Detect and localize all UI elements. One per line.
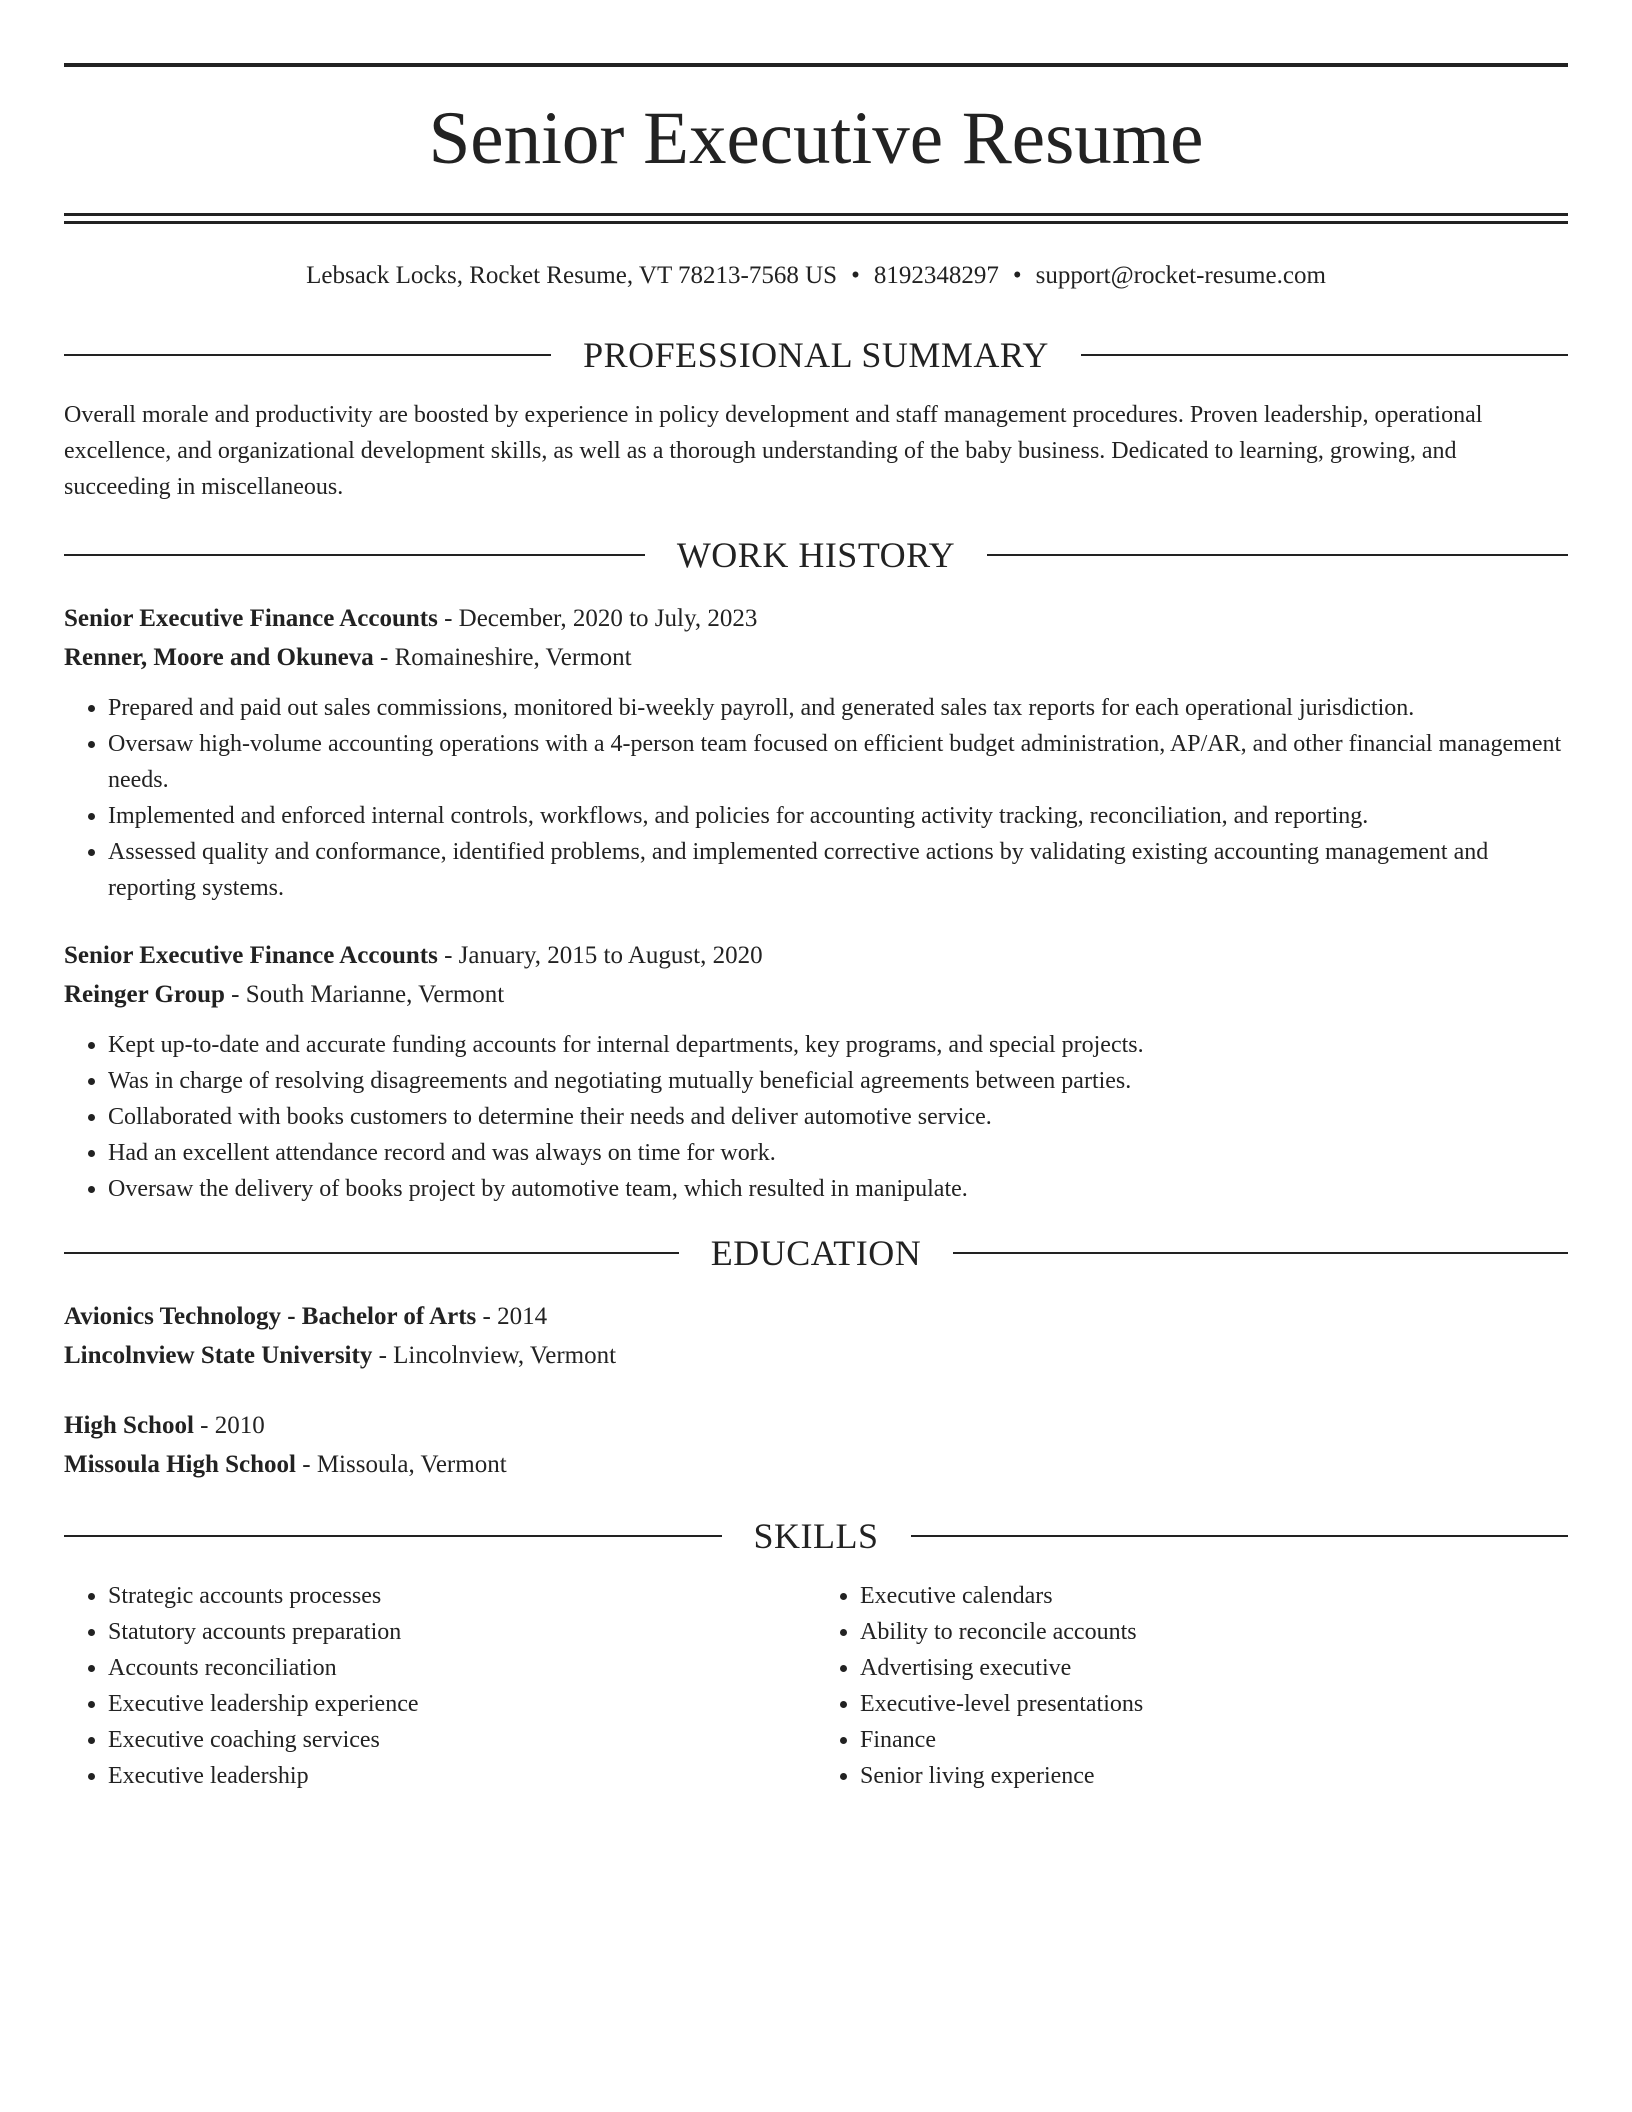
list-item: • Was in charge of resolving disagreements and negotiating mutually beneficial agreements between parties. — [108, 1063, 1568, 1099]
school-name: Lincolnview State University — [64, 1342, 373, 1369]
list-item: • Assessed quality and conformance, identified problems, and implemented corrective actions by validating existing accounting management and reporting systems. — [108, 834, 1568, 906]
summary-text: Overall morale and productivity are boosted by experience in policy development and staff management procedures. Proven leadership, operational excellence, and organizational development skills, as well as a thorough understanding of the baby business. Dedicated to learning, growing, and succeeding in miscellaneous. — [64, 402, 1483, 500]
degree-line — [64, 1406, 1568, 1445]
school-location: - Missoula, Vermont — [296, 1451, 507, 1478]
degree-name: Avionics Technology - Bachelor of Arts — [64, 1303, 477, 1330]
job-entry — [64, 599, 1568, 906]
list-item: • Had an excellent attendance record and was always on time for work. — [108, 1135, 1568, 1171]
education-entry — [64, 1297, 1568, 1375]
job-title: Senior Executive Finance Accounts — [64, 942, 438, 969]
employer-name: Renner, Moore and Okuneva — [64, 644, 374, 671]
school-line — [64, 1445, 1568, 1484]
education-heading — [64, 1233, 1568, 1273]
graduation-year: - 2014 — [476, 1303, 548, 1330]
employer-line — [64, 638, 1568, 677]
list-item: • Implemented and enforced internal controls, workflows, and policies for accounting activity tracking, reconciliation, and reporting. — [108, 798, 1568, 834]
skill-item: • Executive calendars — [860, 1578, 1568, 1614]
heading-rule-right — [911, 1535, 1569, 1537]
skills-columns — [64, 1578, 1568, 1794]
heading-rule-right — [953, 1252, 1568, 1254]
skill-item: • Statutory accounts preparation — [108, 1614, 816, 1650]
list-item: • Kept up-to-date and accurate funding accounts for internal departments, key programs, and special projects. — [108, 1027, 1568, 1063]
contact-separator: • — [1012, 262, 1022, 289]
skills-list-right — [816, 1578, 1568, 1794]
skill-item: • Executive leadership — [108, 1758, 816, 1794]
school-name: Missoula High School — [64, 1451, 296, 1478]
skills-heading-label: SKILLS — [753, 1516, 879, 1556]
education-heading-label: EDUCATION — [710, 1233, 922, 1273]
employer-location: - South Marianne, Vermont — [224, 981, 505, 1008]
heading-rule-right — [1081, 354, 1568, 356]
work-history-heading — [64, 535, 1568, 575]
heading-rule-left — [64, 1252, 679, 1254]
employer-name: Reinger Group — [64, 981, 225, 1008]
contact-address: Lebsack Locks, Rocket Resume, VT 78213-7568 US — [306, 262, 838, 289]
job-title-line — [64, 599, 1568, 638]
list-item: • Oversaw the delivery of books project by automotive team, which resulted in manipulate. — [108, 1171, 1568, 1207]
list-item: • Collaborated with books customers to determine their needs and deliver automotive service. — [108, 1099, 1568, 1135]
contact-separator: • — [851, 262, 860, 289]
contact-line — [64, 259, 1568, 293]
heading-rule-right — [987, 554, 1568, 556]
contact-phone: 8192348297 — [873, 262, 999, 289]
list-item: • Prepared and paid out sales commissions, monitored bi-weekly payroll, and generated sales tax reports for each operational jurisdiction. — [108, 690, 1568, 726]
summary-heading — [64, 335, 1568, 375]
skill-item: • Executive leadership experience — [108, 1686, 816, 1722]
skill-item: • Executive coaching services — [108, 1722, 816, 1758]
summary-heading-label: PROFESSIONAL SUMMARY — [583, 335, 1049, 375]
degree-line — [64, 1297, 1568, 1336]
top-rule — [64, 63, 1568, 67]
employer-line — [64, 975, 1568, 1014]
title-double-rule — [64, 213, 1568, 224]
skill-item: • Accounts reconciliation — [108, 1650, 816, 1686]
job-duties-list — [64, 690, 1568, 906]
heading-rule-left — [64, 1535, 722, 1537]
graduation-year: - 2010 — [193, 1412, 265, 1439]
employer-location: - Romaineshire, Vermont — [373, 644, 632, 671]
contact-email: support@rocket-resume.com — [1035, 262, 1326, 289]
job-duties-list — [64, 1027, 1568, 1207]
skill-item: • Strategic accounts processes — [108, 1578, 816, 1614]
skill-item: • Senior living experience — [860, 1758, 1568, 1794]
resume-title: Senior Executive Resume — [428, 97, 1204, 180]
skill-item: • Executive-level presentations — [860, 1686, 1568, 1722]
skill-item: • Ability to reconcile accounts — [860, 1614, 1568, 1650]
school-line — [64, 1336, 1568, 1375]
heading-rule-left — [64, 354, 551, 356]
skill-item: • Finance — [860, 1722, 1568, 1758]
job-dates: - December, 2020 to July, 2023 — [437, 605, 758, 632]
education-entry — [64, 1406, 1568, 1484]
work-history-heading-label: WORK HISTORY — [676, 535, 956, 575]
skill-item: • Advertising executive — [860, 1650, 1568, 1686]
job-dates: - January, 2015 to August, 2020 — [437, 942, 763, 969]
job-entry — [64, 936, 1568, 1207]
heading-rule-left — [64, 554, 645, 556]
school-location: - Lincolnview, Vermont — [372, 1342, 617, 1369]
list-item: • Oversaw high-volume accounting operations with a 4-person team focused on efficient budget administration, AP/AR, and other financial management needs. — [108, 726, 1568, 798]
degree-name: High School — [64, 1412, 194, 1439]
job-title-line — [64, 936, 1568, 975]
job-title: Senior Executive Finance Accounts — [64, 605, 438, 632]
skills-list-left — [64, 1578, 816, 1794]
skills-heading — [64, 1516, 1568, 1556]
